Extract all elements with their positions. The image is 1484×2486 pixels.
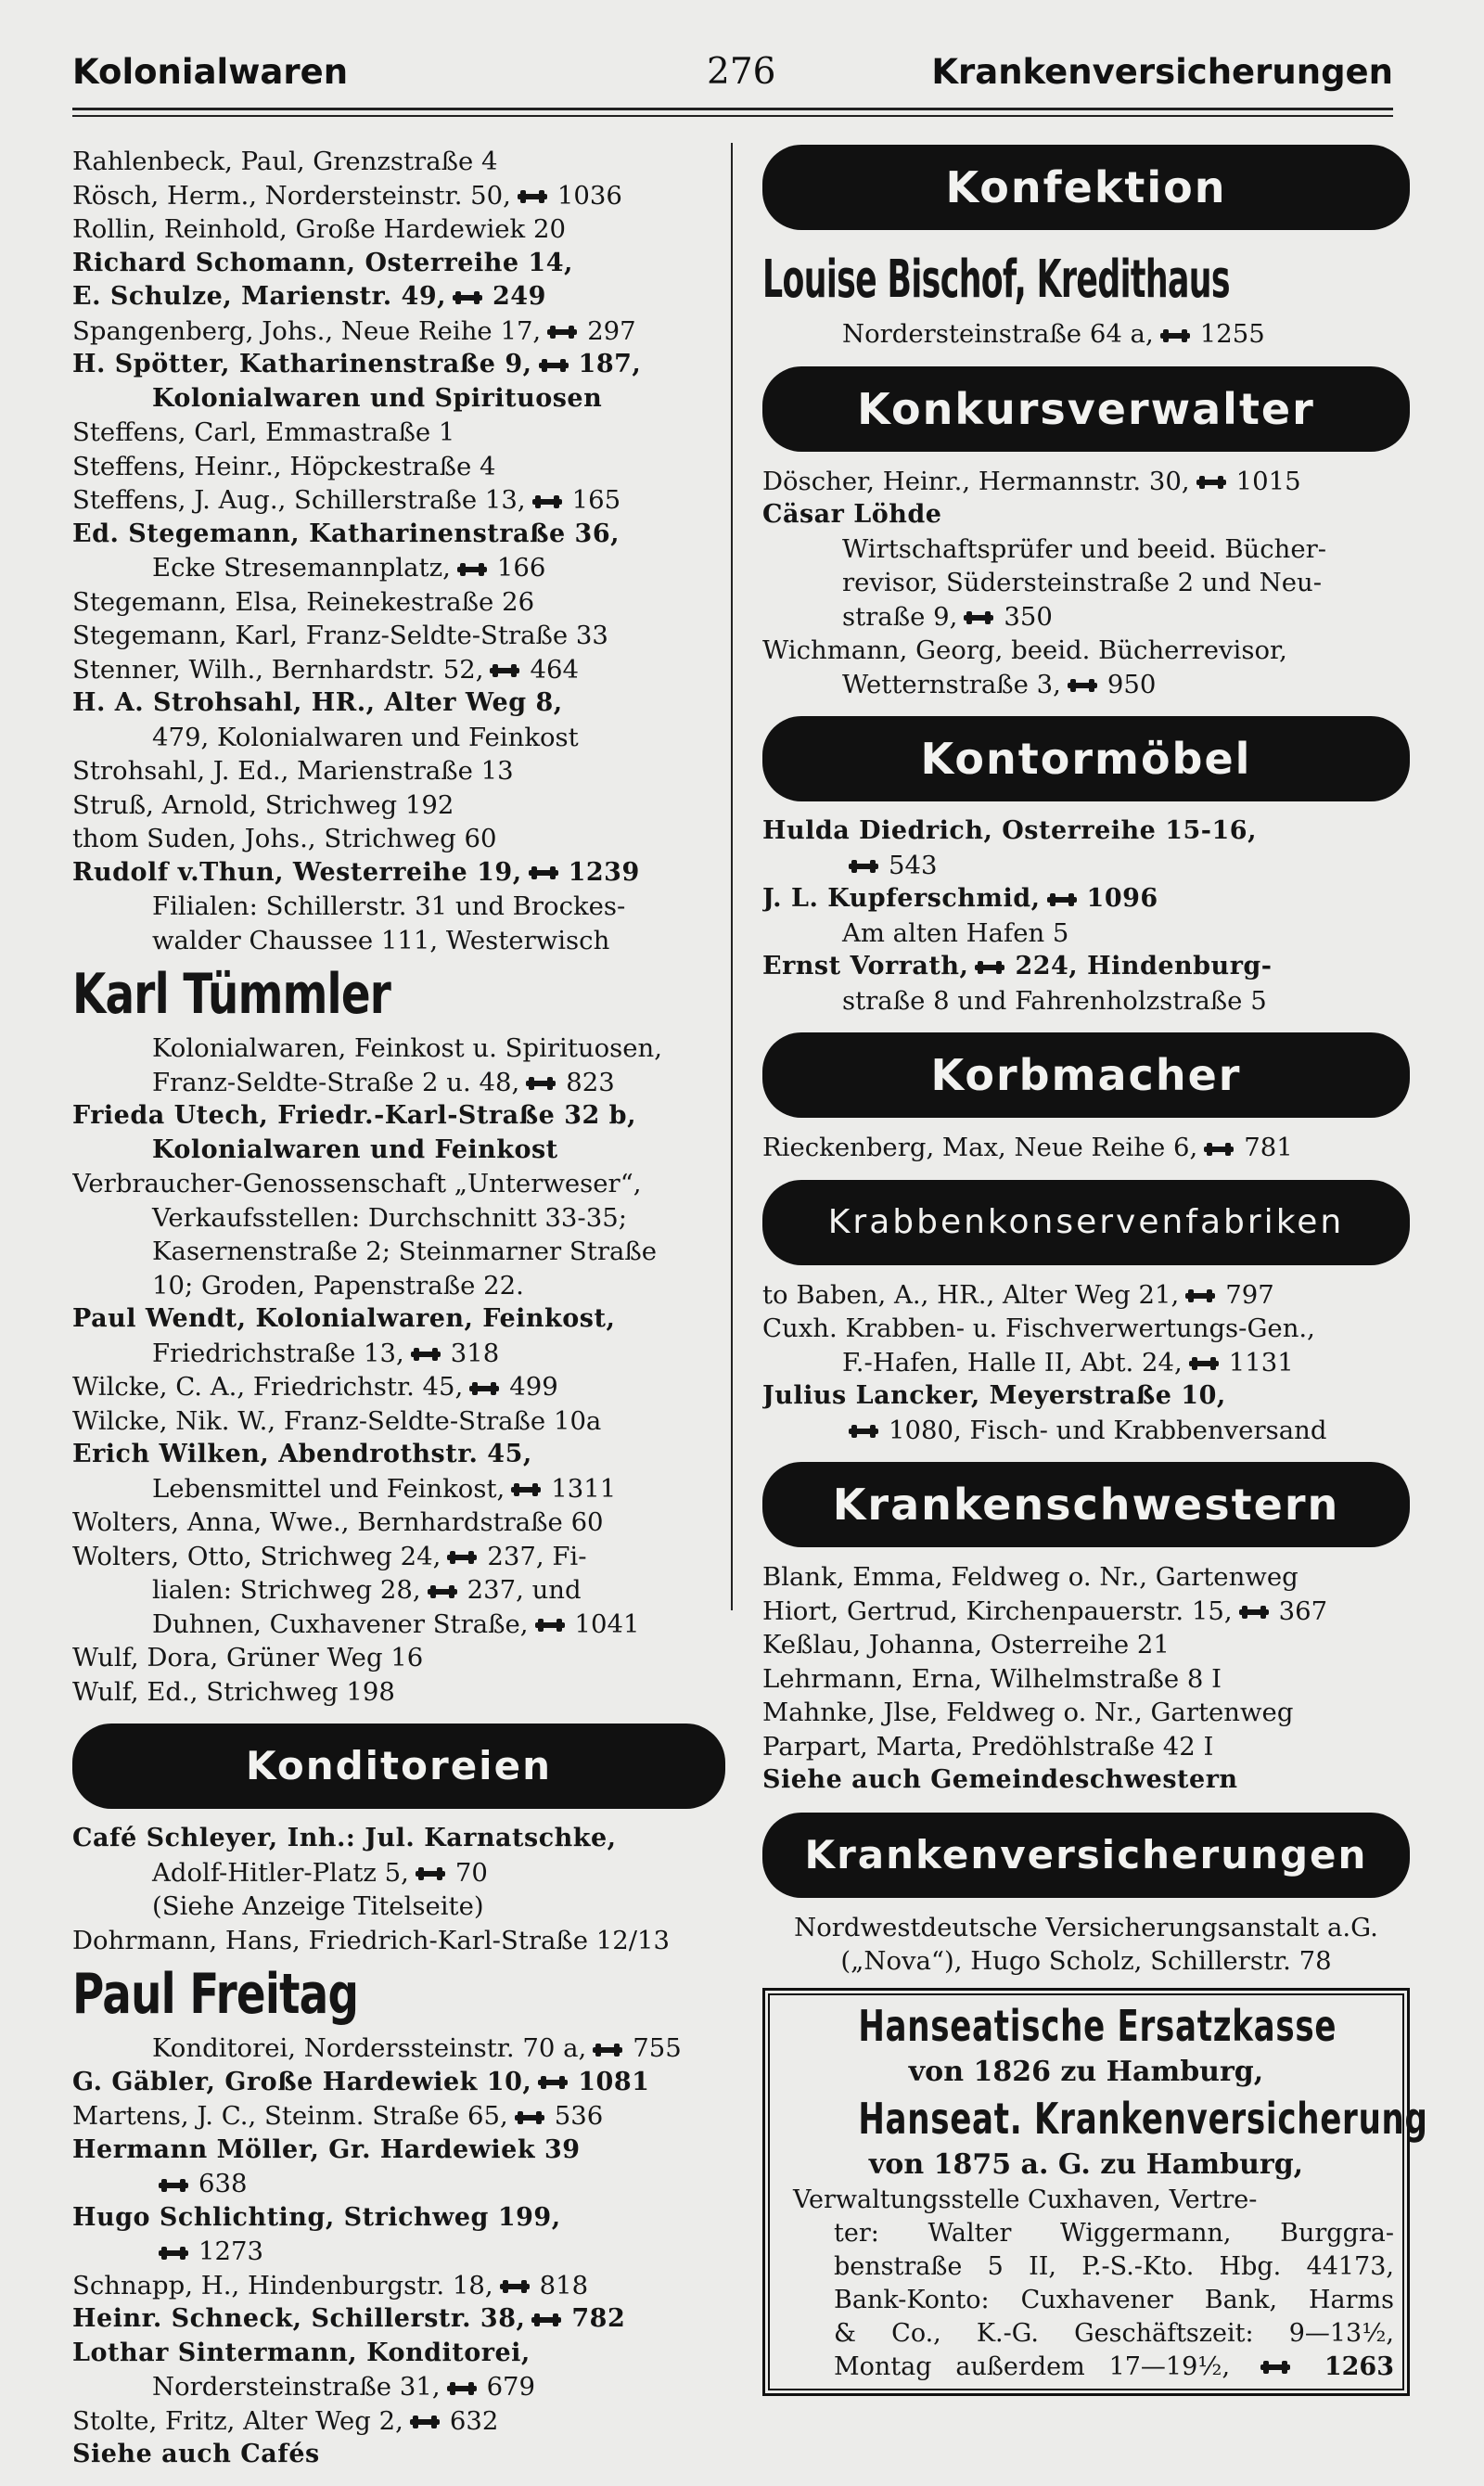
phone-number: 797 [1225,1279,1274,1310]
phone-number: 1081 [578,2067,650,2096]
banner-krabbenkonservenfabriken: Krabbenkonservenfabriken [762,1180,1410,1265]
phone-number: 536 [554,2101,604,2131]
banner-konditoreien: Konditoreien [72,1724,725,1809]
phone-handset-icon [546,325,578,340]
phone-number: 1131 [1228,1347,1294,1378]
phone-number: 1015 [1235,466,1301,496]
list-entry [762,1595,1410,1629]
list-entry [72,2370,725,2404]
phone-handset-icon [409,2415,441,2429]
list-entry [72,856,725,891]
list-entry [762,1278,1410,1313]
entry-text: Struß, Arnold, Strichweg 192 [72,789,454,820]
phone-handset-icon [415,1866,446,1881]
list-entry [72,1167,725,1201]
entry-text: Friedrichstraße 13, [152,1338,404,1368]
entry-text: G. Gäbler, Große Hardewiek 10, [72,2067,532,2096]
list-entry [762,1414,1410,1448]
list-entry [72,788,725,823]
entry-text: F.-Hafen, Halle II, Abt. 24, [842,1347,1183,1378]
phone-number: 165 [571,485,621,515]
header-rule [72,108,1393,110]
list-entry [72,2167,725,2201]
list-entry [72,2404,725,2439]
list-entry [762,984,1410,1019]
entry-text: Erich Wilken, Abendrothstr. 45, [72,1440,532,1468]
list-entry [72,924,725,958]
list-entry [72,721,725,755]
entry-text: Wolters, Anna, Wwe., Bernhardstraße 60 [72,1507,604,1537]
schwestern-list [762,1560,1410,1798]
insurance-advert-box [762,1988,1428,2396]
entry-text: Paul Wendt, Kolonialwaren, Feinkost, [72,1304,616,1333]
entry-text: Hiort, Gertrud, Kirchenpauerstr. 15, [762,1595,1233,1626]
list-entry [72,822,725,856]
phone-handset-icon [446,2381,478,2396]
phone-number: 1311 [551,1473,617,1504]
list-entry [72,1675,725,1710]
advert-line: & Co., K.-G. Geschäftszeit: 9—13½, [834,2318,1394,2348]
entry-text: Nordwestdeutsche Versicherungsanstalt a.G. [794,1912,1378,1942]
phone-number: 237, und [467,1575,582,1605]
phone-handset-icon [537,2075,569,2090]
phone-handset-icon [499,2279,531,2294]
entry-text: H. A. Strohsahl, HR., Alter Weg 8, [72,688,563,717]
entry-text: Julius Lancker, Meyerstraße 10, [762,1381,1226,1410]
phone-number: 818 [539,2270,589,2300]
list-entry [762,1379,1410,1414]
advert-line: Verwaltungsstelle Cuxhaven, Vertre- [793,2185,1258,2214]
tuemmler-details [72,1032,725,1099]
entry-text: Wetternstraße 3, [842,669,1061,699]
list-entry [762,1662,1410,1697]
list-entry [762,600,1410,634]
column-divider [731,143,733,1610]
big-advert-name: Louise Bischof, Kredithaus [762,250,1230,310]
phone-number: 543 [889,850,938,880]
entry-text: Hermann Möller, Gr. Hardewiek 39 [72,2134,581,2164]
entry-text: Café Schleyer, Inh.: Jul. Karnatschke, [72,1824,617,1852]
list-entry [762,465,1410,499]
entry-text: Keßlau, Johanna, Osterreihe 21 [762,1630,1170,1659]
phone-number: 1096 [1086,884,1158,913]
list-entry [72,179,725,213]
entry-text: Hugo Schlichting, Strichweg 199, [72,2202,561,2232]
entry-text: Siehe auch Gemeindeschwestern [762,1765,1238,1794]
phone-handset-icon [158,2178,189,2193]
phone-number: 638 [198,2169,248,2198]
entry-text: Kasernenstraße 2; Steinmarner Straße [152,1237,657,1266]
advert-subtitle: von 1826 zu Hamburg, [908,2055,1264,2088]
phone-handset-icon [963,610,994,625]
phone-number: 249 [493,282,546,311]
phone-number: 350 [1004,601,1053,632]
list-entry [72,1608,725,1642]
list-entry [762,634,1410,668]
header-rule-double [72,115,1393,117]
phone-handset-icon [525,1076,556,1091]
phone-handset-icon [517,189,548,204]
list-entry [72,1099,725,1134]
list-entry [762,814,1410,849]
list-entry [762,1730,1410,1764]
entry-text: E. Schulze, Marienstr. 49, [72,282,447,311]
phone-number: 237, Fi- [487,1541,587,1571]
phone-handset-icon [531,494,563,509]
list-entry [762,566,1410,600]
list-entry [72,212,725,247]
list-entry [72,1201,725,1236]
entry-text: Cuxh. Krabben- u. Fischverwertungs-Gen., [762,1313,1315,1343]
phone-number: 1239 [568,857,640,887]
list-entry [72,754,725,788]
entry-text: Stolte, Fritz, Alter Weg 2, [72,2405,403,2436]
header-left-title: Kolonialwaren [72,52,349,92]
entry-text: Rahlenbeck, Paul, Grenzstraße 4 [72,147,498,176]
phone-number: 318 [450,1338,500,1368]
list-entry [72,518,725,552]
phone-handset-icon [848,859,879,874]
list-entry [72,2066,725,2100]
list-entry [762,1628,1410,1662]
konditoreien-list-2 [72,2031,725,2472]
entry-text: Richard Schomann, Osterreihe 14, [72,248,573,277]
advert-line: Bank-Konto: Cuxhavener Bank, Harms [834,2285,1394,2314]
phone-handset-icon [456,562,488,577]
list-entry [72,1924,725,1958]
list-entry [72,619,725,653]
entry-text: Lehrmann, Erna, Wilhelmstraße 8 I [762,1663,1222,1694]
entry-text: Nordersteinstraße 31, [152,2372,441,2402]
phone-number: 1273 [198,2236,263,2266]
list-entry [762,1131,1410,1165]
phone-handset-icon [1188,1356,1220,1371]
entry-text: Rösch, Herm., Nordersteinstr. 50, [72,180,511,211]
list-entry [762,1696,1410,1730]
list-entry [72,314,725,349]
list-entry [72,1641,725,1675]
entry-text: Wulf, Dora, Grüner Weg 16 [72,1643,424,1672]
banner-kontormoebel: Kontormöbel [762,716,1410,801]
entry-text: Kolonialwaren, Feinkost u. Spirituosen, [152,1033,662,1063]
kontor-list [762,814,1410,1018]
entry-text: Stegemann, Elsa, Reinekestraße 26 [72,586,535,617]
entry-text: Mahnke, Jlse, Feldweg o. Nr., Gartenweg [762,1698,1294,1727]
list-entry [762,1560,1410,1595]
list-entry [762,317,1410,352]
advert-last-text: Montag außerdem 17—19½, [834,2351,1231,2381]
phone-handset-icon [427,1584,458,1599]
list-entry [72,2337,725,2371]
phone-handset-icon [410,1347,441,1362]
konfektion-details [762,317,1410,352]
phone-number: 499 [509,1372,558,1402]
left-column [72,145,725,2472]
entry-text: Martens, J. C., Steinm. Straße 65, [72,2101,508,2131]
phone-number: 823 [566,1067,615,1097]
phone-number: 166 [496,553,546,583]
entry-text: lialen: Strichweg 28, [152,1575,421,1605]
list-entry [72,450,725,484]
banner-konkursverwalter: Konkursverwalter [762,366,1410,452]
entry-text: Siehe auch Cafés [72,2440,320,2468]
banner-konfektion: Konfektion [762,145,1410,230]
phone-number: 297 [587,315,636,346]
entry-text: 10; Groden, Papenstraße 22. [152,1270,524,1301]
list-entry [72,686,725,721]
entry-text: Rollin, Reinhold, Große Hardewiek 20 [72,214,566,244]
list-entry [72,2099,725,2134]
phone-number: 1255 [1199,319,1265,349]
list-entry [72,416,725,450]
list-entry [72,348,725,382]
right-column [762,145,1428,2396]
phone-handset-icon [538,358,569,373]
list-entry [72,1337,725,1371]
entry-text: straße 8 und Fahrenholzstraße 5 [842,985,1267,1016]
phone-handset-icon [592,2043,623,2057]
list-entry [72,1032,725,1066]
list-entry [72,2235,725,2269]
entry-text: („Nova“), Hugo Scholz, Schillerstr. 78 [840,1946,1332,1976]
page-number: 276 [707,51,776,93]
entry-text: Steffens, Heinr., Höpckestraße 4 [72,451,496,481]
entry-text: Wichmann, Georg, beeid. Bücherrevisor, [762,635,1287,665]
phone-number: 632 [449,2405,499,2436]
phone-handset-icon [446,1550,478,1565]
entry-text: Verkaufsstellen: Durchschnitt 33-35; [152,1202,627,1233]
advert-subtitle: von 1875 a. G. zu Hamburg, [868,2147,1304,2181]
entry-text: Hulda Diedrich, Osterreihe 15-16, [762,816,1257,845]
phone-handset-icon [1238,1605,1270,1620]
entry-text: Adolf-Hitler-Platz 5, [152,1857,409,1888]
advert-line: benstraße 5 II, P.-S.-Kto. Hbg. 44173, [834,2251,1394,2281]
phone-number: 1036 [556,180,622,211]
phone-number: 464 [530,654,579,685]
list-entry [762,532,1410,567]
entry-text: (Siehe Anzeige Titelseite) [152,1891,484,1921]
entry-text: Lebensmittel und Feinkost, [152,1473,505,1504]
phone-handset-icon [531,2313,562,2327]
entry-text: Parpart, Marta, Predöhlstraße 42 I [762,1731,1214,1762]
list-entry [72,2438,725,2472]
entry-text: thom Suden, Johs., Strichweg 60 [72,824,497,853]
phone-number: 755 [633,2033,682,2063]
kolonialwaren-list-2 [72,1099,725,1709]
phone-handset-icon [1159,328,1191,343]
list-entry [72,585,725,620]
list-entry [72,145,725,179]
entry-text: Strohsahl, J. Ed., Marienstraße 13 [72,756,514,786]
entry-text: Spangenberg, Johs., Neue Reihe 17, [72,315,542,346]
entry-text: Lothar Sintermann, Konditorei, [72,2338,531,2367]
entry-text: Rudolf v.Thun, Westerreihe 19, [72,857,522,887]
entry-text: Schnapp, H., Hindenburgstr. 18, [72,2270,493,2300]
entry-text: Döscher, Heinr., Hermannstr. 30, [762,466,1190,496]
list-entry [72,1269,725,1303]
entry-text: Heinr. Schneck, Schillerstr. 38, [72,2304,526,2333]
list-entry [72,1438,725,1472]
list-entry [72,1540,725,1574]
list-entry [762,916,1410,951]
phone-handset-icon [1203,1142,1235,1157]
phone-handset-icon [1184,1288,1216,1303]
list-entry [72,1235,725,1269]
list-entry [72,1890,725,1924]
entry-text: straße 9, [842,601,958,632]
entry-text: Rieckenberg, Max, Neue Reihe 6, [762,1133,1198,1162]
list-entry [762,1312,1410,1346]
phone-handset-icon [534,1618,566,1633]
list-entry [762,1911,1410,1945]
list-entry [72,1472,725,1506]
phone-number: 70 [454,1857,488,1888]
phone-handset-icon [528,865,559,880]
konkurs-list [762,465,1410,702]
list-entry [72,2302,725,2337]
phone-handset-icon [848,1424,879,1439]
entry-text: Wilcke, C. A., Friedrichstr. 45, [72,1372,464,1402]
entry-text: H. Spötter, Katharinenstraße 9, [72,350,532,378]
korb-list [762,1131,1410,1165]
phone-handset-icon [452,290,483,305]
entry-text: Dohrmann, Hans, Friedrich-Karl-Straße 12/13 [72,1925,671,1955]
list-entry [72,890,725,924]
banner-krankenversicherungen: Krankenversicherungen [762,1813,1410,1898]
entry-text: Nordersteinstraße 64 a, [842,319,1154,349]
phone-number: 950 [1107,669,1157,699]
phone-handset-icon [468,1381,500,1396]
entry-text: Steffens, Carl, Emmastraße 1 [72,417,455,447]
advert-line: ter: Walter Wiggermann, Burggra- [834,2218,1394,2248]
entry-text: Duhnen, Cuxhavener Straße, [152,1608,529,1639]
phone-number: 781 [1244,1133,1293,1162]
phone-number: 367 [1278,1595,1328,1626]
entry-text: Verbraucher-Genossenschaft „Unterweser“, [72,1169,642,1198]
list-entry [762,882,1410,916]
phone-handset-icon [514,2110,545,2125]
krabben-list [762,1278,1410,1448]
entry-text: Am alten Hafen 5 [842,917,1069,948]
phone-number: 782 [571,2304,626,2333]
entry-text: revisor, Südersteinstraße 2 und Neu- [842,568,1322,597]
advert-title: Hanseat. Krankenversicherung [858,2093,1428,2144]
list-entry [72,1134,725,1168]
phone-handset-icon [489,663,520,678]
entry-text: Steffens, J. Aug., Schillerstraße 13, [72,485,526,515]
entry-text: Franz-Seldte-Straße 2 u. 48, [152,1067,520,1097]
list-entry [762,668,1410,702]
list-entry [762,1763,1410,1798]
entry-text: walder Chaussee 111, Westerwisch [152,925,610,955]
list-entry [72,382,725,416]
list-entry [72,483,725,518]
list-entry [72,1302,725,1337]
list-entry [72,2269,725,2303]
list-entry [72,247,725,281]
entry-text: Cäsar Löhde [762,500,942,529]
entry-text: Ernst Vorrath, [762,952,969,980]
list-entry [72,1822,725,1856]
konditoreien-list [72,1822,725,1957]
list-entry [72,2134,725,2168]
phone-handset-icon [510,1482,542,1497]
list-entry [72,1506,725,1540]
phone-number: 224, Hindenburg- [1015,952,1273,980]
phone-number: 187, [578,350,642,378]
entry-text: Wulf, Ed., Strichweg 198 [72,1676,395,1707]
advert-last-line [778,2351,1394,2384]
list-entry [762,950,1410,984]
advert-title: Hanseatische Ersatzkasse [858,2000,1337,2051]
entry-text: Wirtschaftsprüfer und beeid. Bücher- [842,533,1327,564]
entry-text: Stenner, Wilh., Bernhardstr. 52, [72,654,484,685]
entry-text: Filialen: Schillerstr. 31 und Brockes- [152,891,626,921]
list-entry [762,498,1410,532]
big-advert-name: Karl Tümmler [72,962,391,1027]
list-entry [72,1404,725,1439]
list-entry [762,849,1410,883]
phone-handset-icon [1260,2360,1291,2375]
entry-text: to Baben, A., HR., Alter Weg 21, [762,1279,1180,1310]
big-advert-name: Paul Freitag [72,1962,359,2027]
list-entry [72,551,725,585]
list-entry [72,653,725,687]
entry-text: 479, Kolonialwaren und Feinkost [152,722,579,752]
entry-text: Konditorei, Norderssteinstr. 70 a, [152,2033,587,2063]
entry-text: Kolonialwaren und Feinkost [152,1134,558,1164]
advert-phone-number: 1263 [1324,2351,1394,2381]
list-entry [762,1944,1410,1979]
entry-text: Stegemann, Karl, Franz-Seldte-Straße 33 [72,621,608,650]
phone-handset-icon [1046,892,1078,907]
entry-text: Kolonialwaren und Spirituosen [152,383,603,413]
phone-handset-icon [974,960,1005,975]
header-right-title: Krankenversicherungen [931,52,1393,92]
list-entry [72,280,725,314]
banner-korbmacher: Korbmacher [762,1032,1410,1118]
entry-text: Wolters, Otto, Strichweg 24, [72,1541,441,1571]
list-entry [72,2031,725,2066]
phone-number: 679 [486,2372,536,2402]
banner-krankenschwestern: Krankenschwestern [762,1462,1410,1547]
entry-text: Wilcke, Nik. W., Franz-Seldte-Straße 10a [72,1405,602,1436]
entry-text: Ed. Stegemann, Katharinenstraße 36, [72,519,620,548]
list-entry [72,1856,725,1890]
list-entry [72,1370,725,1404]
phone-number: 1080, Fisch- und Krabbenversand [889,1415,1327,1445]
entry-text: Ecke Stresemannplatz, [152,553,451,583]
advert-body [778,2184,1394,2351]
entry-text: J. L. Kupferschmid, [762,884,1041,913]
entry-text: Blank, Emma, Feldweg o. Nr., Gartenweg [762,1562,1298,1592]
list-entry [72,1573,725,1608]
versicherung-list [762,1911,1410,1979]
kolonialwaren-list [72,145,725,957]
phone-handset-icon [1067,678,1098,693]
phone-number: 1041 [574,1608,640,1639]
entry-text: Frieda Utech, Friedr.-Karl-Straße 32 b, [72,1101,636,1130]
list-entry [762,1346,1410,1380]
list-entry [72,2201,725,2236]
list-entry [72,1066,725,1100]
phone-handset-icon [158,2246,189,2261]
phone-handset-icon [1196,475,1227,490]
